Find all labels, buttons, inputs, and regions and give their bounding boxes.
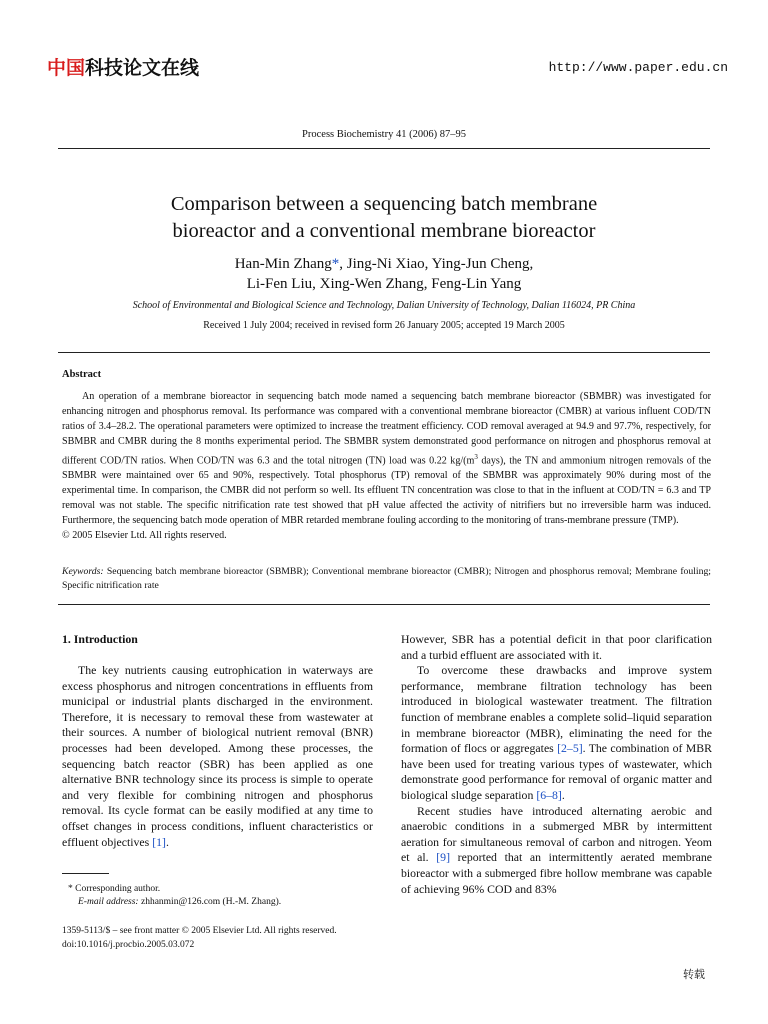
right-column — [401, 632, 712, 897]
author-zhang: Han-Min Zhang — [234, 256, 332, 272]
title-line-1: Comparison between a sequencing batch membrane — [170, 193, 598, 215]
keywords — [62, 565, 711, 593]
issn-doi — [62, 924, 337, 952]
col2-paragraph-2-text-a: To overcome these drawbacks and improve system performance, membrane filtration technology has been introduced in biological wastewater treatment. The filtration function of membrane enables a complete solid–liquid separation in membrane bioreactor (MBR), eliminating the need for the formation of flocs or aggregates — [401, 663, 712, 756]
citation-9-link[interactable]: [9] — [436, 850, 451, 865]
site-logo-red: 中国 — [47, 57, 86, 79]
col2-paragraph-3 — [401, 804, 712, 898]
intro-paragraph-1: The key nutrients causing eutrophication in waterways are excess phosphorus and nitrogen concentrations in effluents from municipal or industrial plants discharged in the environment. Therefore, it is necessary to removal these from wastewater at their sources. A number of biological nutrient removal (BNR) processes had been developed. Among these processes, the sequencing batch reactor (SBR) has been applied as one alternative BNR technology since its process is simple to operate and very flexible for combining nitrogen and phosphorus removal. Its cycle format can be easily modified at any time to offset changes in process conditions, influent characteristics or effluent objectives [1]. — [62, 663, 373, 849]
footnote-email-label: E-mail address: — [78, 897, 139, 907]
abstract-copyright: © 2005 Elsevier Ltd. All rights reserved. — [62, 529, 227, 541]
author-list — [0, 254, 768, 294]
section-heading-introduction: 1. Introduction — [62, 632, 138, 646]
citation-6-8-link[interactable]: [6–8] — [536, 787, 562, 802]
site-logo[interactable] — [47, 56, 199, 80]
abstract-text-b: days), the TN and ammonium nitrogen removals of the SBMBR were maintained over 65 and 90%, respectively. Total phosphorus (TP) removal of the SBMBR was approximately 90% during most of the experimental time. In comparison, the CMBR did not perform so well. Its effluent TN concentration was close to that in the influent at COD/TN = 6.3 and TP removal was not stable. The specific nitrification rate test showed that pH value affected the activity of nitrifiers but no irreversible harm was induced. Furthermore, the sequencing batch mode operation of MBR retarded membrane fouling according to the monitoring of trans-membrane pressure (TMP). — [62, 454, 711, 526]
corner-mark: 转载 — [683, 968, 705, 981]
received-dates: Received 1 July 2004; received in revised form 26 January 2005; accepted 19 March 2005 — [203, 320, 565, 331]
footnote — [62, 883, 281, 909]
left-column — [62, 663, 373, 850]
col2-paragraph-2: To overcome these drawbacks and improve system performance, membrane filtration technology has been introduced in biological wastewater treatment. The filtration function of membrane enables a complete solid–liquid separation in membrane bioreactor (MBR), eliminating the need for the formation of flocs or aggregates [2–5]. The combination of MBR have been used for treating various types of wastewater, which demonstrate good performance for removal of organic matter and biological sludge separation [6–8]. — [401, 663, 712, 802]
col2-paragraph-3-text-b: reported that an intermittently aerated membrane bioreactor with a submerged fibre hollow membrane was capable of achieving 96% COD and 83% — [401, 850, 712, 896]
abstract-body — [62, 390, 711, 543]
footnote-email[interactable]: zhhanmin@126.com (H.-M. Zhang). — [138, 897, 282, 907]
abstract-superscript: 3 — [474, 452, 478, 461]
paper-title — [0, 191, 768, 245]
doi-line[interactable]: doi:10.1016/j.procbio.2005.03.072 — [62, 940, 195, 950]
site-logo-black: 科技论文在线 — [85, 57, 200, 79]
footnote-rule — [62, 873, 109, 874]
col2-paragraph-3-text-a: Recent studies have introduced alternating aerobic and anaerobic conditions in a submerged MBR by intermittent aeration for simultaneous removal of carbon and nitrogen. Yeom et al. — [401, 803, 712, 865]
intro-paragraph-1-text: The key nutrients causing eutrophication in waterways are excess phosphorus and nitrogen concentrations in effluents from municipal or industrial plants discharged in the environment. Therefore, it is necessary to removal these from wastewater at their sources. A number of biological nutrient removal (BNR) processes had been developed. Among these processes, the sequencing batch reactor (SBR) has been applied as one alternative BNR technology since its process is simple to operate and very flexible for combining nitrogen and phosphorus removal. Its cycle format can be easily modified at any time to offset changes in process conditions, influent characteristics or effluent objectives — [62, 663, 373, 849]
abstract-heading: Abstract — [62, 369, 102, 380]
footnote-corresponding: * Corresponding author. — [68, 884, 161, 894]
keywords-text: Sequencing batch membrane bioreactor (SBMBR); Conventional membrane bioreactor (CMBR); Nitrogen and phosphorus removal; Membrane fouling; Specific nitrification rate — [62, 566, 711, 591]
corresponding-author-link[interactable]: * — [331, 256, 340, 272]
citation-2-5-link[interactable]: [2–5] — [557, 741, 583, 756]
title-line-2: bioreactor and a conventional membrane bioreactor — [172, 220, 596, 242]
authors-line-1-rest: , Jing-Ni Xiao, Ying-Jun Cheng, — [339, 256, 534, 272]
abstract-top-rule — [58, 352, 710, 353]
col2-paragraph-2-text-b: . The combination of MBR have been used for treating various types of wastewater, which demonstrate good performance for removal of organic matter and biological sludge separation — [401, 741, 712, 802]
header-rule — [58, 148, 710, 149]
keywords-label: Keywords: — [62, 566, 104, 577]
issn-line: 1359-5113/$ – see front matter © 2005 Elsevier Ltd. All rights reserved. — [62, 926, 337, 936]
journal-reference: Process Biochemistry 41 (2006) 87–95 — [302, 129, 466, 140]
citation-1-link[interactable]: [1] — [152, 834, 166, 849]
keywords-bottom-rule — [58, 604, 710, 605]
abstract-text-a: An operation of a membrane bioreactor in sequencing batch mode named a sequencing batch membrane bioreactor (SBMBR) was investigated for enhancing nitrogen and phosphorus removal. Its performance was compared with a conventional membrane bioreactor (CMBR) at various influent COD/TN ratios of 3.4–28.2. The operational parameters were optimized to increase the treatment efficiency. COD removal averaged at 94.9 and 97.7%, respectively, for SBMBR and CMBR during the 8 months experimental period. The SBMBR system demonstrated good performance on nitrogen and phosphorus removal at different COD/TN ratios. When COD/TN was 6.3 and the total nitrogen (TN) load was 0.22 kg/(m — [62, 391, 711, 466]
affiliation: School of Environmental and Biological Science and Technology, Dalian University of Technology, Dalian 116024, PR China — [132, 300, 636, 311]
col2-paragraph-1: However, SBR has a potential deficit in that poor clarification and a turbid effluent are associated with it. — [401, 632, 712, 662]
site-url[interactable]: http://www.paper.edu.cn — [548, 60, 728, 75]
authors-line-2: Li-Fen Liu, Xing-Wen Zhang, Feng-Lin Yang — [246, 276, 522, 292]
